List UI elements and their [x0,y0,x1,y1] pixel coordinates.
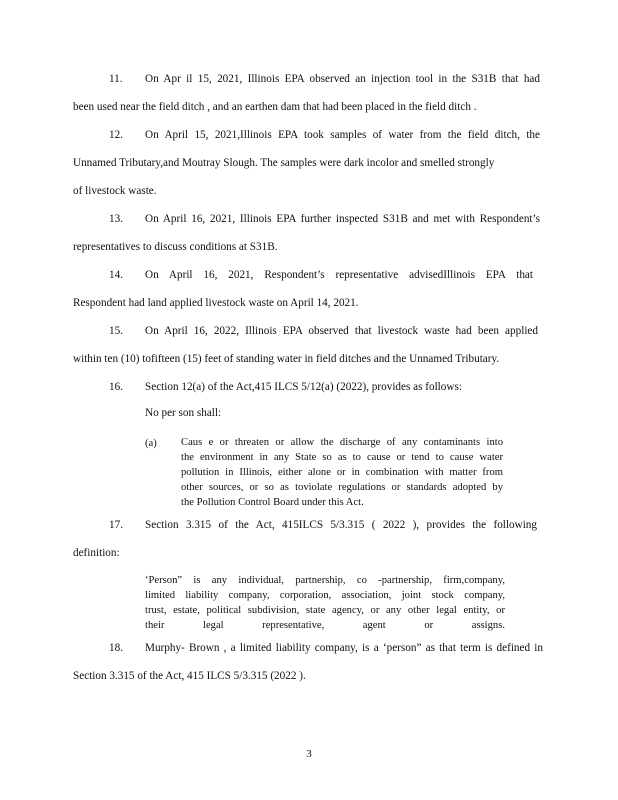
paragraph-14-line-2: Respondent had land applied livestock waste on April 14, 2021. [73,297,359,309]
definition-line-2: limited liability company, corporation, association, joint stock company, [145,590,505,601]
paragraph-16-subheading: No per son shall: [145,407,222,419]
paragraph-12-line-3: of livestock waste. [73,185,157,197]
paragraph-17-number: 17. [109,519,123,531]
paragraph-11-number: 11. [109,73,123,85]
definition-line-4: their legal representative, agent or assigns. [145,620,505,631]
paragraph-11-line-1: On Apr il 15, 2021, Illinois EPA observed an injection tool in the S31B that had [145,73,540,85]
paragraph-17-line-2: definition: [73,547,120,559]
paragraph-16-line-1: Section 12(a) of the Act,415 ILCS 5/12(a) (2022), provides as follows: [145,381,462,393]
definition-line-1: ‘Person” is any individual, partnership, co -partnership, firm,company, [145,575,505,586]
paragraph-13-line-2: representatives to discuss conditions at S31B. [73,241,278,253]
page-number: 3 [306,748,312,760]
definition-line-3: trust, estate, political subdivision, state agency, or any other legal entity, or [145,605,505,616]
paragraph-12-number: 12. [109,129,123,141]
quote-line-4: other sources, or so as toviolate regulations or standards adopted by [181,482,503,493]
paragraph-16-number: 16. [109,381,123,393]
paragraph-14-number: 14. [109,269,123,281]
paragraph-16-item-label: (a) [145,438,157,449]
paragraph-18-line-2: Section 3.315 of the Act, 415 ILCS 5/3.315 (2022 ). [73,670,306,682]
quote-line-5: the Pollution Control Board under this Act. [181,497,364,508]
paragraph-13-line-1: On April 16, 2021, Illinois EPA further inspected S31B and met with Respondent’s [145,213,540,225]
quote-line-1: Caus e or threaten or allow the discharge of any contaminants into [181,437,503,448]
paragraph-15-line-2: within ten (10) tofifteen (15) feet of standing water in field ditches and the Unnamed Tributary. [73,353,500,365]
paragraph-15-line-1: On April 16, 2022, Illinois EPA observed that livestock waste had been applied [145,325,538,337]
paragraph-17-line-1: Section 3.315 of the Act, 415ILCS 5/3.315 ( 2022 ), provides the following [145,519,537,531]
paragraph-18-line-1: Murphy- Brown , a limited liability company, is a ‘person” as that term is defined in [145,642,543,654]
paragraph-12-line-1: On April 15, 2021,Illinois EPA took samples of water from the field ditch, the [145,129,540,141]
paragraph-13-number: 13. [109,213,123,225]
paragraph-15-number: 15. [109,325,123,337]
paragraph-12-line-2: Unnamed Tributary,and Moutray Slough. The samples were dark incolor and smelled strongly [73,157,495,169]
quote-line-3: pollution in Illinois, either alone or in combination with matter from [181,467,503,478]
paragraph-11-line-2: been used near the field ditch , and an earthen dam that had been placed in the field ditch . [73,101,477,113]
quote-line-2: the environment in any State so as to cause or tend to cause water [181,452,503,463]
paragraph-14-line-1: On April 16, 2021, Respondent’s representative advisedIllinois EPA that [145,269,533,281]
paragraph-18-number: 18. [109,642,123,654]
